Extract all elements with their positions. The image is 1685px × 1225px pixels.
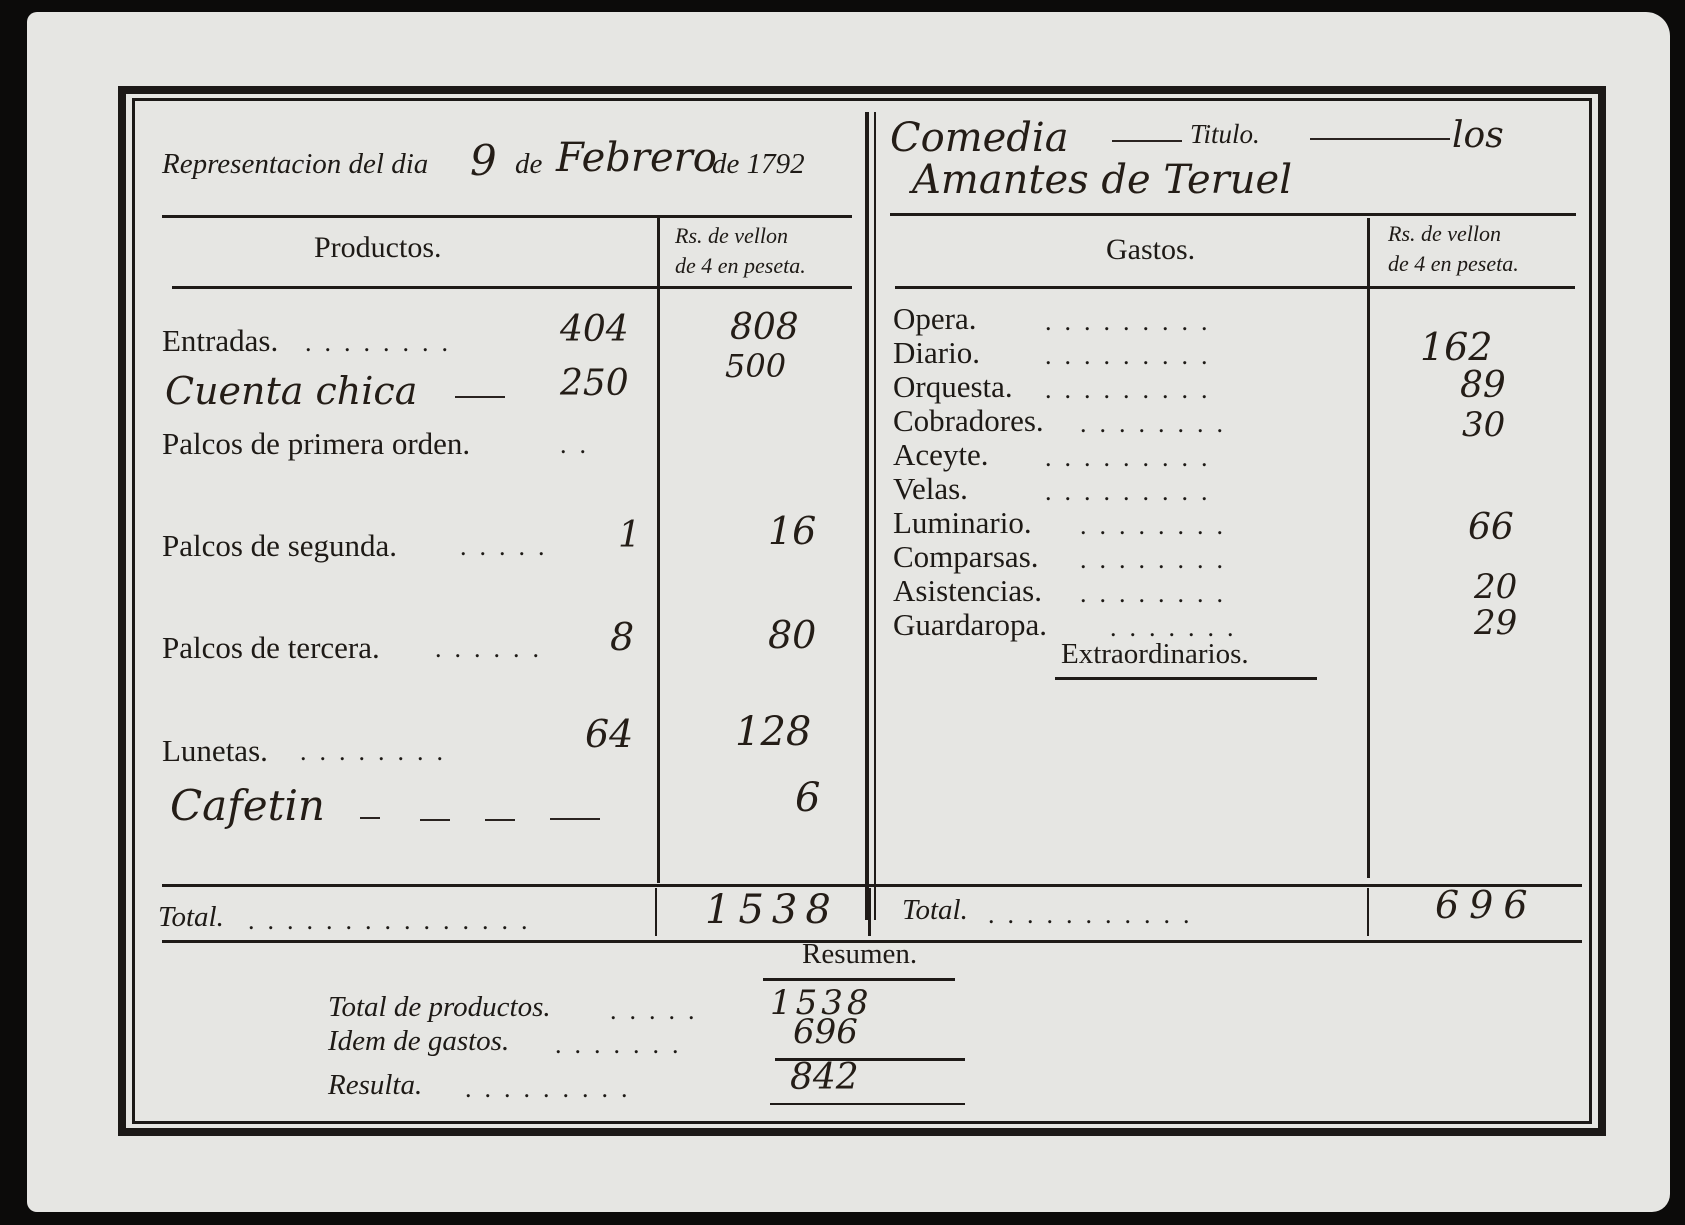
resumen-rule <box>763 978 955 981</box>
gastos-total-label: Total. <box>902 894 968 926</box>
product-row-label: Palcos de primera orden. <box>162 426 471 461</box>
productos-currency-line2: de 4 en peseta. <box>675 253 806 278</box>
handwritten-comedia: Comedia <box>890 115 1069 161</box>
resumen-row-value: 842 <box>790 1057 859 1098</box>
gasto-row-label: Guardaropa. <box>893 607 1048 642</box>
gastos-leader-dots: ........ <box>1080 409 1236 438</box>
resumen-row-value: 696 <box>793 1012 858 1052</box>
gastos-leader-dots: ........ <box>1080 511 1236 540</box>
leader-dots: ........ <box>305 328 461 357</box>
header-rule-left <box>162 215 852 218</box>
gasto-row-label: Aceyte. <box>893 437 989 472</box>
product-row-count: 64 <box>585 712 634 756</box>
leader-dots: ............... <box>248 906 541 935</box>
products-amount-divider <box>657 218 660 883</box>
gastos-leader-dots: ........ <box>1080 545 1236 574</box>
gastos-leader-dots: ......... <box>1045 477 1221 506</box>
productos-heading: Productos. <box>314 231 442 264</box>
product-row-label: Palcos de tercera. <box>162 630 380 665</box>
leader-dash <box>420 819 450 821</box>
gastos-head-rule <box>895 286 1575 289</box>
gastos-heading: Gastos. <box>1106 233 1196 266</box>
gastos-amount-divider <box>1367 218 1370 878</box>
product-row-label: Lunetas. <box>162 733 268 768</box>
leader-dots: .. <box>560 430 599 459</box>
total-divider-1 <box>655 888 657 936</box>
header-rule-right <box>890 213 1576 216</box>
leader-dots: ..... <box>610 996 708 1025</box>
leader-dots: ...... <box>435 634 552 663</box>
gastos-total-value: 696 <box>1435 883 1538 927</box>
gasto-row-label: Comparsas. <box>893 539 1039 574</box>
resumen-result-rule <box>770 1103 965 1105</box>
product-row-amount: 808 <box>730 307 799 348</box>
extraordinarios-rule <box>1055 677 1317 680</box>
product-row-label-handwritten: Cuenta chica <box>165 369 418 413</box>
leader-dash <box>360 817 380 819</box>
leader-dots: ....... <box>555 1030 692 1059</box>
center-divider-2 <box>874 112 876 920</box>
product-row-amount: 16 <box>768 509 817 553</box>
productos-currency-line1: Rs. de vellon <box>675 223 789 248</box>
resumen-row-label: Resulta. <box>328 1069 423 1101</box>
leader-dots: ......... <box>465 1074 641 1103</box>
gastos-currency-line1: Rs. de vellon <box>1388 221 1502 246</box>
product-row-label-handwritten: Cafetin <box>170 781 325 830</box>
gasto-row-amount: 66 <box>1468 507 1514 548</box>
leader-dots: ..... <box>460 532 558 561</box>
gasto-row-amount: 20 <box>1474 567 1518 607</box>
product-row-count: 8 <box>610 615 635 659</box>
total-divider-3 <box>1367 888 1369 936</box>
product-row-count: 404 <box>560 309 629 350</box>
gastos-leader-dots: ......... <box>1045 341 1221 370</box>
handwritten-play-title: Amantes de Teruel <box>912 157 1292 203</box>
handwritten-titulo-tail: los <box>1452 115 1504 156</box>
resumen-row-value: 1538 <box>770 983 873 1023</box>
titulo-rule-right <box>1310 138 1450 140</box>
gasto-row-label: Cobradores. <box>893 403 1044 438</box>
gasto-row-label: Luminario. <box>893 505 1032 540</box>
representacion-label: Representacion del dia <box>162 148 429 180</box>
gastos-leader-dots: ....... <box>1110 613 1247 642</box>
handwritten-month: Febrero <box>556 135 717 181</box>
product-row-amount: 6 <box>795 775 821 821</box>
resumen-row-label: Idem de gastos. <box>328 1025 510 1057</box>
gastos-leader-dots: ......... <box>1045 443 1221 472</box>
productos-total-label: Total. <box>158 901 224 933</box>
resumen-heading: Resumen. <box>802 938 918 970</box>
extraordinarios-label: Extraordinarios. <box>1061 638 1249 670</box>
product-row-amount: 500 <box>725 347 787 385</box>
gasto-row-amount: 29 <box>1474 603 1518 643</box>
gastos-currency-line2: de 4 en peseta. <box>1388 251 1519 276</box>
leader-dash <box>550 818 600 820</box>
de-label: de <box>515 148 543 180</box>
leader-dots: ........ <box>300 737 456 766</box>
products-head-rule <box>172 286 852 289</box>
total-rule-top <box>162 884 1582 887</box>
product-row-amount: 128 <box>735 709 812 755</box>
leader-dash <box>455 396 505 398</box>
gasto-row-label: Orquesta. <box>893 369 1013 404</box>
resumen-row-label: Total de productos. <box>328 991 551 1023</box>
titulo-rule-left <box>1112 140 1182 142</box>
leader-dots: ........... <box>988 900 1203 929</box>
center-divider <box>865 112 869 920</box>
product-row-amount: 80 <box>768 613 817 657</box>
product-row-label: Entradas. <box>162 323 279 358</box>
gastos-leader-dots: ......... <box>1045 375 1221 404</box>
gasto-row-amount: 162 <box>1420 325 1493 369</box>
gasto-row-label: Velas. <box>893 471 968 506</box>
gasto-row-label: Asistencias. <box>893 573 1042 608</box>
titulo-label: Titulo. <box>1190 119 1260 149</box>
product-row-count: 250 <box>560 363 629 404</box>
productos-total-value: 1538 <box>705 887 839 933</box>
year-label: de 1792 <box>712 148 805 180</box>
total-divider-2 <box>868 888 871 936</box>
leader-dash <box>485 819 515 821</box>
product-row-label: Palcos de segunda. <box>162 528 398 563</box>
gastos-leader-dots: ......... <box>1045 307 1221 336</box>
gasto-row-amount: 30 <box>1462 405 1506 445</box>
gasto-row-amount: 89 <box>1460 365 1506 406</box>
handwritten-day: 9 <box>470 136 497 185</box>
gasto-row-label: Opera. <box>893 301 977 336</box>
gastos-leader-dots: ........ <box>1080 579 1236 608</box>
product-row-count: 1 <box>618 515 641 556</box>
gasto-row-label: Diario. <box>893 335 980 370</box>
